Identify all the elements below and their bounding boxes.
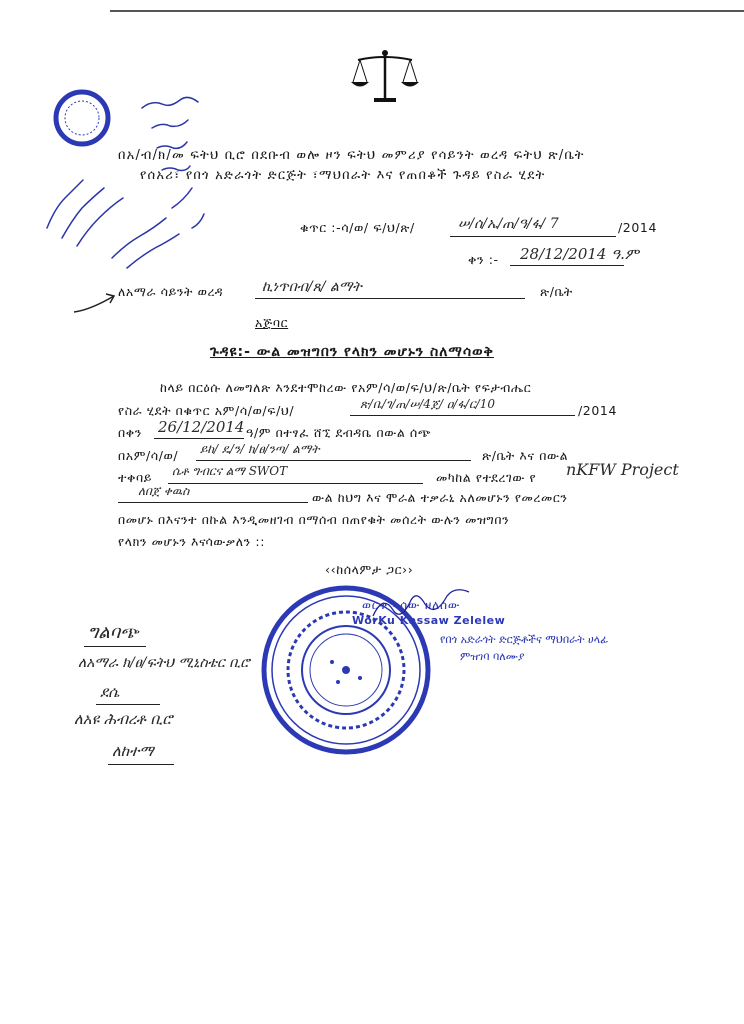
subject-line: ጉዳዩ:- ውል መዝግበን የላክን መሆኑን ስለማሳወቅ xyxy=(210,344,494,360)
recipient-value: ኪነጥበብ/ጸ/ ልማት xyxy=(262,279,362,295)
body-line-3a: በቀን xyxy=(118,425,142,440)
body-line-2-handwritten: ጽ/ቤ/ገ/ጠ/ሠ/4ጀ/ ዐ/ፋ/ር/10 xyxy=(360,397,495,411)
arrow-icon xyxy=(70,290,120,320)
reference-value: ሠ/ሰ/ኤ/ጠ/ዓ/ፋ/ 7 xyxy=(458,216,559,232)
body-line-3-handwritten: 26/12/2014 xyxy=(158,418,245,436)
date-value: 28/12/2014 ዓ.ም xyxy=(520,245,639,263)
reference-year: /2014 xyxy=(618,220,658,235)
signatory-title-1: የበጎ አድራጎት ድርጅቶችና ማህበራት ሀላፊ xyxy=(440,633,609,646)
cc-line-1: ለአማራ ክ/ፀ/ፍትህ ሚኒስቴር ቢሮ xyxy=(78,655,250,671)
body-line-3b: ዓ/ም በተፃፈ ሸኚ ደብዳቤ በውል ሰጭ xyxy=(246,425,432,440)
body-line-7: በመሆኑ በእናንተ በኩል እንዲመዘገብ በማሰብ በጠየቁት መሰረት ውሉን መዝግበን xyxy=(118,512,510,527)
recipient-suffix: ጽ/ቤት xyxy=(540,284,573,299)
body-line-2a: የስራ ሂደት በቁጥር አም/ሳ/ወ/ፍ/ህ/ xyxy=(118,403,295,418)
cc-line-2: ደሴ xyxy=(100,683,120,701)
signature-scribble xyxy=(368,588,478,628)
body-line-2b: /2014 xyxy=(578,403,618,418)
cc-heading: ግልባጭ xyxy=(88,622,139,643)
scales-of-justice-icon xyxy=(350,48,420,110)
cc-line-3: ለአዩ ሕብረቶ ቢሮ xyxy=(74,710,173,728)
body-line-4-handwritten: ይከ/ ዴ/ን/ ክ/ፀ/ንጣ/ ልማት xyxy=(200,442,320,456)
body-line-8: የላክን መሆኑን እናሳውቃለን :: xyxy=(118,534,266,549)
signatory-name-amharic: ወርቁ ካሳው ዘለሰው xyxy=(362,598,461,612)
scan-edge-line xyxy=(110,10,744,12)
body-line-5b: መካከል የተደረገው የ xyxy=(436,470,537,485)
signatory-title-2: ምዝገባ ባለሙያ xyxy=(460,650,525,663)
body-line-6-handwritten: ለበጀ ቀዉስ xyxy=(138,484,190,498)
signatory-name-english: WorKu Kassaw Zelelew xyxy=(352,614,506,627)
letterhead-line-1: በአ/ብ/ክ/መ ፍትህ ቢሮ በደቡብ ወሎ ዞን ፍትህ መምሪያ የሳይንት ወረዳ ፍትህ ጽ/ቤት xyxy=(118,148,585,163)
closing-greeting: ‹‹ከሰላምታ ጋር›› xyxy=(325,562,414,577)
letterhead-line-2: የሰአሪ፣ የበጎ አድራጎት ድርጅት ፣ማህበራት እና የጠበቆች ጉዳይ የስራ ሂደት xyxy=(140,168,546,183)
body-line-5-project: nKFW Project xyxy=(566,460,679,479)
body-line-6b: ውል ከህግ እና ሞራል ተቃራኒ አለመሆኑን የመረመርን xyxy=(312,490,568,505)
body-line-1: ከላይ በርዕሱ ለመግለጽ እንደተሞከረው የአም/ሳ/ወ/ፍ/ህ/ጽ/ቤት የፍታብሔር xyxy=(160,380,532,395)
body-line-5a: ተቀባይ xyxy=(118,470,153,485)
location: አጅባር xyxy=(255,315,289,330)
body-line-4a: በአም/ሳ/ወ/ xyxy=(118,448,179,463)
date-label: ቀን :- xyxy=(468,252,499,267)
reference-label: ቁጥር :-ሳ/ወ/ ፍ/ህ/ጽ/ xyxy=(300,220,415,235)
body-line-5-handwritten: ሴቶ ግብርና ልማ SWOT xyxy=(172,464,288,478)
body-line-4b: ጽ/ቤት እና በውል xyxy=(482,448,569,463)
cc-line-4: ለከተማ xyxy=(112,742,154,760)
recipient-prefix: ለአማራ ሳይንት ወረዳ xyxy=(118,284,224,299)
